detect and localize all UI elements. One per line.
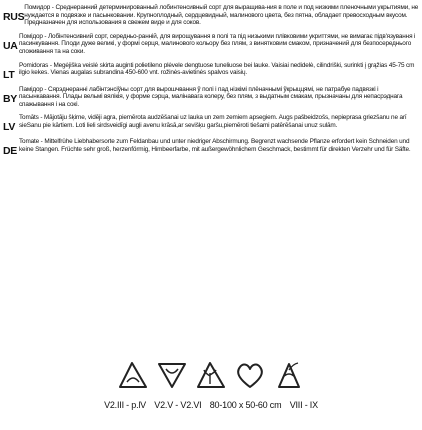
section-title: Помідор - bbox=[19, 32, 47, 40]
section-lt bbox=[3, 62, 419, 80]
section-text: Среднеранний детерминированный лобинтенсивный сорт для выращива-ния в поле и под низкими пленочными укрытиями, не нуждается в подвязке и пасынковании. Крупноплодный, сердцевидный, малинового цвета, без пятна, обладает превосходным вкусом. Предназначен для использования в свежем виде и для соков. bbox=[24, 4, 419, 27]
section-title: Tomate - bbox=[19, 138, 43, 146]
section-text: Сярэднеранні лабінтэнсіўны сорт для вырошчвання ў полі і пад нізкімі плёначнымі ўкрыццямі, не патрабуе падвязкі і пасынкавання. Плады вельмі вялікія, у форме сэрца, малінавага колеру, без плям, з выдатным смакам, прызначаны для непасрэднага спажывання і на сокі. bbox=[19, 85, 403, 108]
sowing-period: V2.III - p.lV bbox=[104, 400, 146, 410]
language-code: LV bbox=[3, 121, 16, 134]
section-text: Mittelfrühe Liebhabersorte zum Feldanbau und unter niedriger Abschirmung. Begrenzt wachsende Pflanze erfordert kein Schneiden und keine Stangen. Früchte sehr groß, herzenförmig, Himbeerfarbe, mit außergewöhnlichem Geschmack, bestimmt für direkten Verzehr und für Säfte. bbox=[19, 138, 411, 153]
language-code: UA bbox=[3, 39, 18, 52]
language-code: LT bbox=[3, 68, 15, 81]
plant-pot-icon bbox=[273, 360, 305, 390]
cultivation-schedule bbox=[0, 400, 422, 410]
section-text: Mājotāju šķirne, vidēji agra, piemērota audzēšanai uz lauka un zem zemiem apsegiem. Augs pašbeidzošs, nepieprasa griezšanu ne arī sieSanu pie kārtiem. Loti lieli sirdsveidīgi augļi avenu krāsā,ar sevišķu garšu,piemēroti tiešami patērēšanai unuz sulām. bbox=[19, 114, 407, 129]
heart-icon bbox=[234, 360, 266, 390]
section-by bbox=[3, 86, 419, 109]
section-text: Megėjiška veislė skirta auginti polietileno plėvele dengtuose tuneliuose bei lauke. Vaisiai nedidelė, cilindriški, surinkti į grąžias 45-75 cm ilgio kekes. Vienas augalas subrandina 450-600 vnt. rožinės-avietinės spalvos vaisių. bbox=[19, 61, 415, 77]
section-title: Pomidoras - bbox=[19, 61, 52, 69]
plant-spacing: 80-100 x 50-60 cm bbox=[209, 400, 282, 410]
language-code: BY bbox=[3, 92, 17, 105]
section-ru bbox=[3, 4, 419, 27]
sprout-icon bbox=[195, 360, 227, 390]
planting-period: V2.V - V2.VI bbox=[154, 400, 202, 410]
scissors-branch-icon bbox=[156, 360, 188, 390]
section-title: Памідор - bbox=[19, 85, 47, 93]
harvest-period: VIII - IX bbox=[289, 400, 318, 410]
section-text: Лобінтенсивний сорт, середньо-ранній, для вирощування в полі та під низькими плівковими укриттями, не вимагає підв'язування і пасинкування. Плоди дуже великі, у формі серця, малинового кольору без плям, з винятковим смаком, призначений для безпосереднього споживання та на соки. bbox=[19, 32, 416, 55]
section-ua bbox=[3, 33, 419, 56]
section-title: Tomāts - bbox=[19, 114, 43, 122]
language-code: RUS bbox=[3, 11, 25, 23]
cultivation-icons bbox=[0, 360, 422, 390]
sun-cloud-icon bbox=[117, 360, 149, 390]
section-de bbox=[3, 138, 419, 156]
language-code: DE bbox=[3, 145, 17, 158]
section-lv bbox=[3, 114, 419, 132]
section-title: Помидор - bbox=[24, 4, 54, 11]
